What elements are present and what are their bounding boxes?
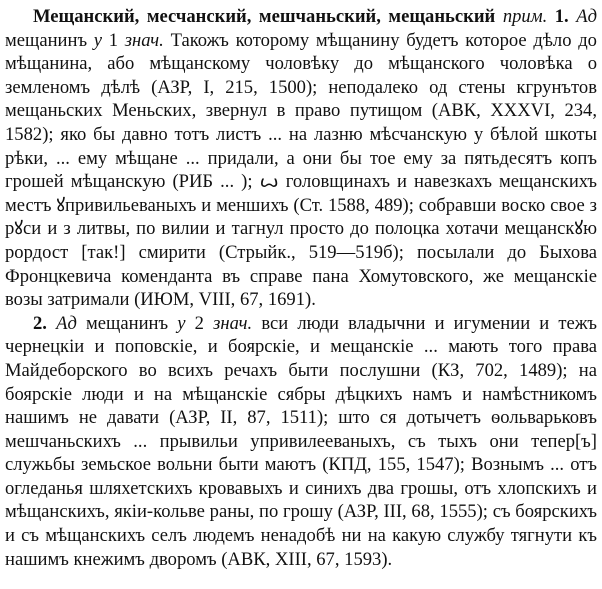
sense-2-ref-y: у — [177, 312, 186, 334]
sense-1-ref-znach: знач. — [124, 29, 164, 51]
sense-2-text: вси люди владычни и игумении и тежъ чернецкіи и поповскіе, и боярскіе, и мещанскіе ... мають того права Майдеборского во всихъ речахъ быти послушни (КЗ, 702, 1489); на боярскіе люди и на мѣщанскіе сябры дѣцкихъ намъ и намѣстникомъ нашимъ не давати (АЗР, II, 87, 1511); што ся дотычетъ ѳольварьковъ мешчаньскихъ ... прывильи упривилееваныхъ, съ тыхъ они тепер[ъ] служьбы земьское вольни быти маютъ (КПД, 155, 1547); Вознымъ ... отъ огледанья шляхетскихъ кровавыхъ и синихъ два грошы, отъ хлопскихъ и мѣщанскихъ, якіи-кольве раны, по грошу (АЗР, III, 68, 1555); съ боярскихъ и съ мѣщанскихъ селъ людемъ ненадобѣ ни на какую службу тягнути къ нашимъ кнежимъ дворомъ (АВК, XIII, 67, 1593). — [5, 312, 598, 570]
sense-number-2: 2. — [33, 312, 47, 334]
sense-2-lemma: мещанинъ — [86, 312, 169, 334]
entry-headword: Мещанский, месчанский, мешчаньский, мещаньский — [33, 6, 496, 27]
part-of-speech: прим. — [502, 6, 548, 27]
sense-1-ref-y: у — [93, 29, 103, 51]
sense-1-ref-num: 1 — [108, 29, 119, 51]
sense-2-ref-num: 2 — [194, 312, 204, 334]
entry-sense-2 — [5, 312, 597, 572]
dictionary-entry — [5, 5, 597, 571]
sense-1-bracket-note: [так!] — [81, 241, 126, 263]
sense-1-label: Ад — [576, 6, 597, 27]
sense-1-text-a: Такожъ которому мѣщанину будетъ которое дѣло до мѣщанина, або мѣщанскому чоловѣку до мѣщанского чоловѣка о земленомъ дѣлѣ (АЗР, I, 215, 1500); неподалеко од стены кгрунътов мещаньских Меньских, звернул в право путищом (АВК, XXXVI, 234, 1582); яко бы давно тотъ листъ ... на лазню мѣсчанскую у бѣлой шкоты рѣки, ... ему мѣщане ... придали, а они бы тое ему за пятьдесятъ копъ грошей мѣщанскую (РИБ ... ); ꙍ головщинахъ и навезкахъ мещанскихъ местъ ꙋпривильеваныхъ и меншихъ (Ст. 1588, 489); собравши воско свое з рꙋси и з литвы, по вилии и тагнул просто до полоцка хотачи мещанскꙋю рордост — [5, 29, 597, 263]
entry-sense-1 — [5, 5, 597, 312]
sense-2-ref-znach: знач. — [213, 312, 253, 334]
sense-number-1: 1. — [554, 6, 569, 27]
sense-2-label: Ад — [56, 312, 77, 334]
sense-1-text-b: смирити (Стрыйк., 519—519б); посылали до Быхова Фронцкевича коменданта въ справе пана Хомутовского, же мещанскіе возы затримали (ИЮМ, VIII, 67, 1691). — [5, 241, 597, 311]
sense-1-lemma: мещанинъ — [5, 29, 88, 51]
